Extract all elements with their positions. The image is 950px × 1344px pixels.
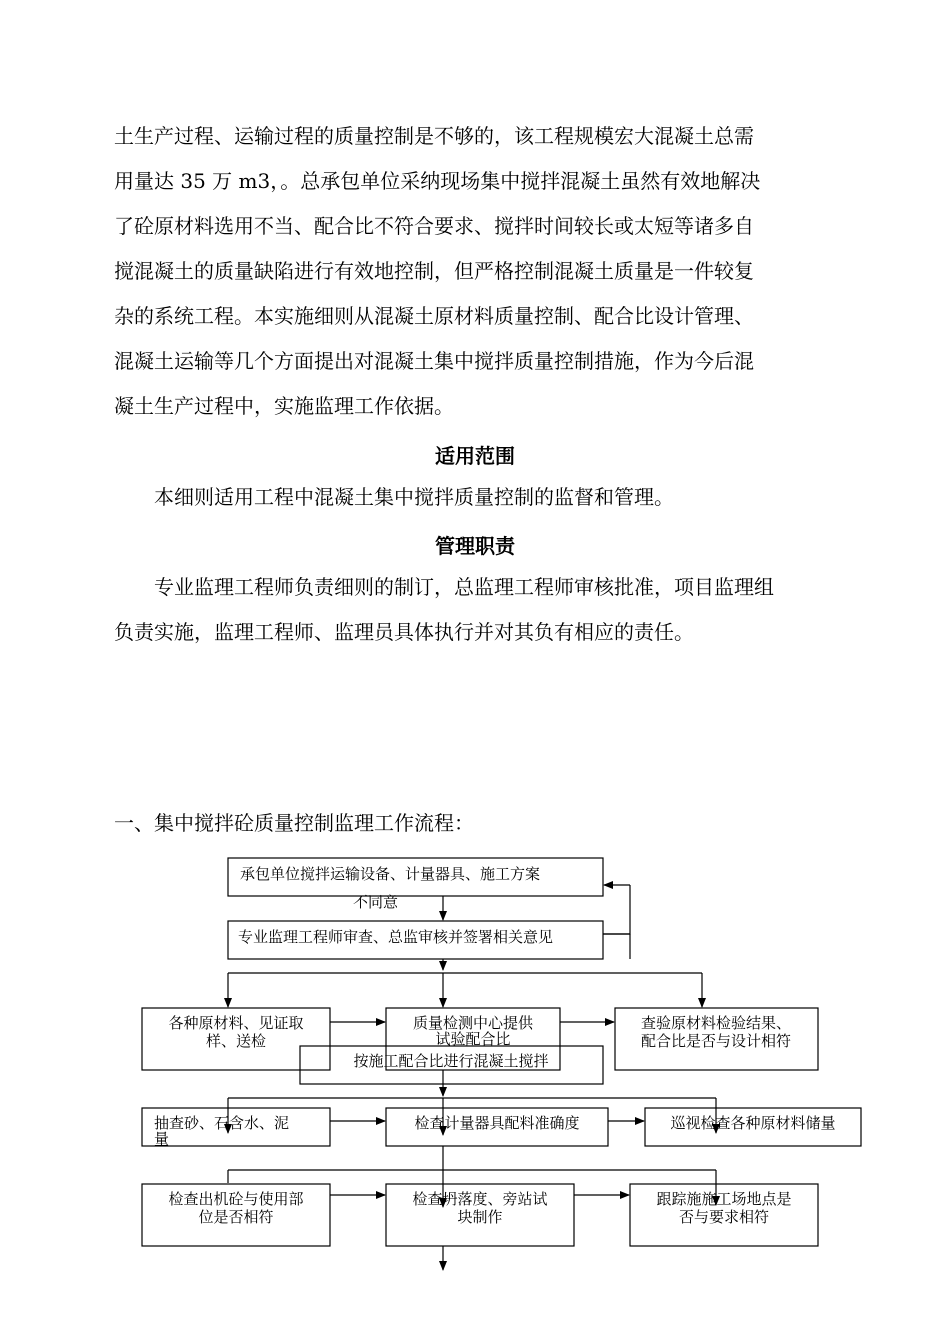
box3-label-1: 各种原材料、见证取 bbox=[168, 1014, 304, 1032]
box11-label-2: 块制作 bbox=[457, 1208, 503, 1226]
box4-label-1: 质量检测中心提供 bbox=[412, 1014, 534, 1032]
intro-line-7: 凝土生产过程中，实施监理工作依据。 bbox=[114, 394, 454, 418]
box12-label-1: 跟踪施施工场地点是 bbox=[656, 1190, 792, 1208]
section-title: 一、集中搅拌砼质量控制监理工作流程： bbox=[114, 811, 474, 835]
box5-label-1: 查验原材料检验结果、 bbox=[640, 1014, 792, 1032]
duty-line-2: 负责实施，监理工程师、监理员具体执行并对其负有相应的责任。 bbox=[114, 620, 694, 644]
box7-label-2: 量 bbox=[154, 1130, 170, 1148]
intro-line-3: 了砼原材料选用不当、配合比不符合要求、搅拌时间较长或太短等诸多自 bbox=[114, 214, 754, 238]
box11-label-1: 检查坍落度、旁站试 bbox=[412, 1190, 548, 1208]
box9-label: 巡视检查各种原材料储量 bbox=[670, 1114, 836, 1132]
box10-label-2: 位是否相符 bbox=[198, 1208, 274, 1226]
box7-label-1: 抽查砂、石含水、泥 bbox=[154, 1114, 290, 1132]
box2-label: 专业监理工程师审查、总监审核并签署相关意见 bbox=[238, 928, 554, 946]
box10-label-1: 检查出机砼与使用部 bbox=[168, 1190, 304, 1208]
box1-label: 承包单位搅拌运输设备、计量器具、施工方案 bbox=[240, 865, 541, 883]
workflow-diagram bbox=[0, 845, 950, 1285]
intro-line-6: 混凝土运输等几个方面提出对混凝土集中搅拌质量控制措施，作为今后混 bbox=[114, 349, 754, 373]
scope-heading: 适用范围 bbox=[435, 444, 515, 468]
intro-line-1: 土生产过程、运输过程的质量控制是不够的，该工程规模宏大混凝土总需 bbox=[114, 124, 754, 148]
scope-text: 本细则适用工程中混凝土集中搅拌质量控制的监督和管理。 bbox=[154, 485, 674, 509]
box4-label-2: 试验配合比 bbox=[435, 1030, 511, 1048]
box6-label: 按施工配合比进行混凝土搅拌 bbox=[353, 1052, 549, 1070]
intro-line-4: 搅混凝土的质量缺陷进行有效地控制，但严格控制混凝土质量是一件较复 bbox=[114, 259, 754, 283]
intro-line-5: 杂的系统工程。本实施细则从混凝土原材料质量控制、配合比设计管理、 bbox=[114, 304, 754, 328]
duty-line-1: 专业监理工程师负责细则的制订，总监理工程师审核批准，项目监理组 bbox=[154, 575, 774, 599]
disagree-label: 不同意 bbox=[353, 893, 399, 911]
box5-label-2: 配合比是否与设计相符 bbox=[640, 1032, 792, 1050]
box8-label: 检查计量器具配料准确度 bbox=[414, 1114, 580, 1132]
box3-label-2: 样、送检 bbox=[205, 1032, 267, 1050]
duty-heading: 管理职责 bbox=[435, 534, 515, 558]
box12-label-2: 否与要求相符 bbox=[678, 1208, 770, 1226]
intro-line-2: 用量达 35 万 m3，。总承包单位采纳现场集中搅拌混凝土虽然有效地解决 bbox=[114, 169, 761, 193]
